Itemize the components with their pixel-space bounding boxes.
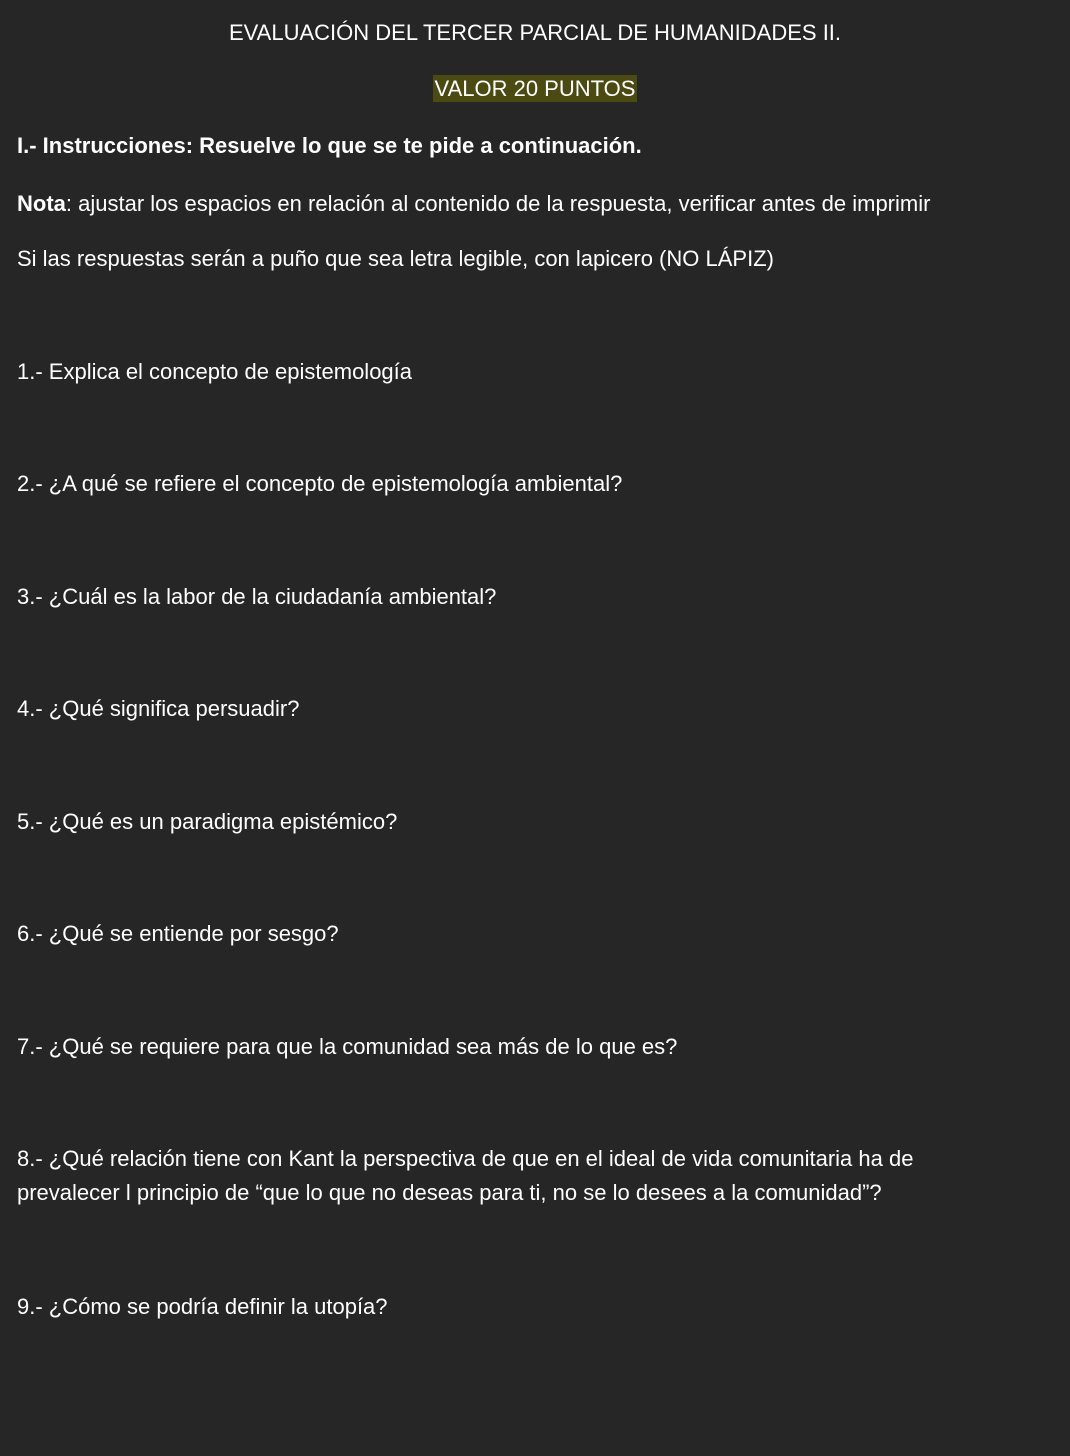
document-title: EVALUACIÓN DEL TERCER PARCIAL DE HUMANIDADES II. bbox=[228, 20, 842, 45]
note-text: : ajustar los espacios en relación al contenido de la respuesta, verificar antes de imprimir bbox=[65, 191, 931, 216]
question-2: 2.- ¿A qué se refiere el concepto de epistemología ambiental? bbox=[17, 471, 623, 496]
question-6: 6.- ¿Qué se entiende por sesgo? bbox=[17, 921, 339, 946]
question-1: 1.- Explica el concepto de epistemología bbox=[17, 359, 413, 384]
question-9: 9.- ¿Cómo se podría definir la utopía? bbox=[17, 1294, 388, 1319]
instructions-heading: I.- Instrucciones: Resuelve lo que se te pide a continuación. bbox=[17, 133, 642, 158]
note-line bbox=[17, 189, 930, 219]
question-8-line-2: prevalecer l principio de “que lo que no deseas para ti, no se lo desees a la comunidad”? bbox=[17, 1180, 882, 1205]
question-3: 3.- ¿Cuál es la labor de la ciudadanía ambiental? bbox=[17, 584, 497, 609]
value-line bbox=[0, 74, 1070, 104]
note-label: Nota bbox=[17, 191, 66, 216]
question-4: 4.- ¿Qué significa persuadir? bbox=[17, 696, 300, 721]
question-5: 5.- ¿Qué es un paradigma epistémico? bbox=[17, 809, 398, 834]
question-7: 7.- ¿Qué se requiere para que la comunidad sea más de lo que es? bbox=[17, 1034, 678, 1059]
handwriting-instruction: Si las respuestas serán a puño que sea letra legible, con lapicero (NO LÁPIZ) bbox=[17, 246, 774, 271]
value-highlight: VALOR 20 PUNTOS bbox=[434, 76, 636, 101]
question-8-line-1: 8.- ¿Qué relación tiene con Kant la perspectiva de que en el ideal de vida comunitaria ha de bbox=[17, 1146, 914, 1171]
